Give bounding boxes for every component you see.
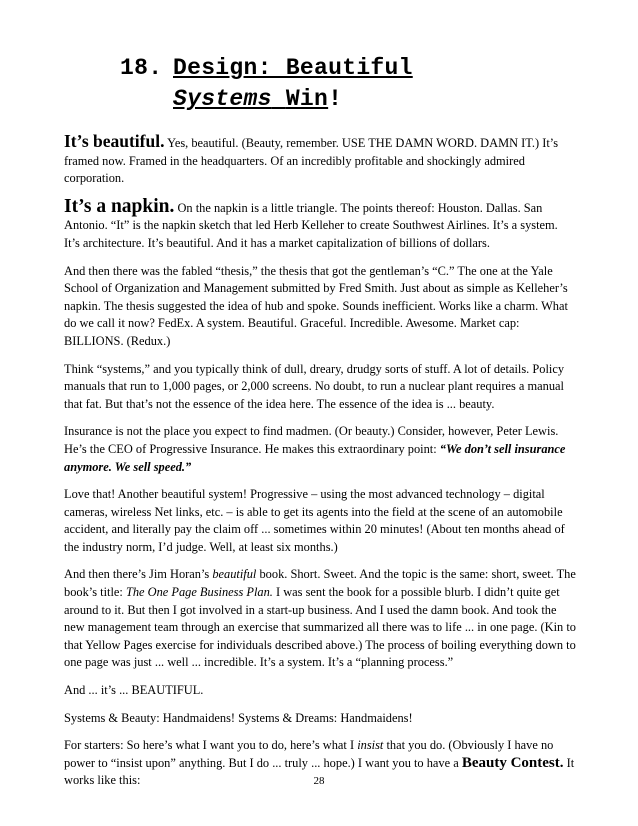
paragraph-text: It works like this: xyxy=(64,755,575,788)
chapter-title-systems: Systems xyxy=(173,86,272,112)
chapter-title xyxy=(120,53,540,115)
quote: “We don’t sell insurance anymore. We sell speed.” xyxy=(64,441,566,474)
page-number: 28 xyxy=(313,775,325,787)
paragraph-text: And then there’s Jim Horan’s xyxy=(64,567,213,582)
paragraph-text: book. Short. Sweet. And the topic is the same: short, sweet. The book’s title: xyxy=(64,567,576,600)
paragraph-text: I was sent the book for a possible blurb. I didn’t quite get around to it. But then I got involved in a start-up business. And I used the damn book. And took the new management team through an exercise that summarized all there was to life ... in one page. (Kin to that Yellow Pages exercise for individuals described above.) The process of boiling everything down to one page was just ... well ... incredible. It’s a system. It’s a “planning process.” xyxy=(64,585,576,670)
chapter-title-win: Win xyxy=(285,86,329,112)
paragraph-9: Systems & Beauty: Handmaidens! Systems & Dreams: Handmaidens! xyxy=(64,710,413,725)
paragraph-text: On the napkin is a little triangle. The points thereof: Houston. Dallas. San Antonio. “It” is the napkin sketch that led Herb Kelleher to create Southwest Airlines. It’s a system. It’s architecture. It’s beautiful. And it has a market capitalization of billions of dollars. xyxy=(64,200,558,250)
paragraph-5 xyxy=(64,423,576,476)
lead-in: It’s a napkin. xyxy=(64,195,175,217)
paragraph-8: And ... it’s ... BEAUTIFUL. xyxy=(64,683,204,698)
paragraph-text: For starters: So here’s what I want you to do, here’s what I xyxy=(64,738,358,753)
paragraph-7 xyxy=(64,566,576,672)
chapter-number: 18. xyxy=(120,55,163,81)
paragraph-text: Yes, beautiful. (Beauty, remember. USE THE DAMN WORD. DAMN IT.) It’s framed now. Framed in the headquarters. Of an incredibly profitable and shockingly admired corporation. xyxy=(64,136,559,186)
paragraph-3: And then there was the fabled “thesis,” the thesis that got the gentleman’s “C.” The one at the Yale School of Organization and Management submitted by Fred Smith. Just about as simple as Kelleher’s napkin. The thesis suggested the idea of hub and spoke. Sounds inefficient. Works like a charm. What do we call it now? FedEx. A system. Beautiful. Graceful. Incredible. Awesome. Market cap: BILLIONS. (Redux.) xyxy=(64,263,568,348)
paragraph-6: Love that! Another beautiful system! Progressive – using the most advanced technology – digital cameras, wireless Net links, etc. – is able to get its agents into the field at the scene of an automobile accident, and literally pay the claim off ... sometimes within 20 minutes! (About ten months ahead of the industry norm, I’d judge. Well, at least six months.) xyxy=(64,487,565,554)
chapter-title-text: Design: Beautiful xyxy=(173,55,413,81)
body-text xyxy=(64,133,576,800)
emphasis-insist: insist xyxy=(357,738,384,753)
paragraph-4: Think “systems,” and you typically think of dull, dreary, drudgy sorts of stuff. A lot of details. Policy manuals that run to 1,000 pages, or 2,000 screens. No doubt, to run a nuclear plant requires a manual that fat. But that’s not the essence of the idea here. The essence of the idea is ... beauty. xyxy=(64,361,565,411)
emphasis-beautiful: beautiful xyxy=(212,567,257,582)
paragraph-text: that you do. (Obviously I have no power to “insist upon” anything. But I do ... truly ... hope.) I want you to have a xyxy=(64,738,554,770)
chapter-title-space xyxy=(272,86,286,112)
chapter-title-line1 xyxy=(120,53,540,84)
paragraph-1 xyxy=(64,133,576,188)
book-title: The One Page Business Plan. xyxy=(125,585,273,600)
lead-in: It’s beautiful. xyxy=(64,131,165,151)
chapter-title-line2 xyxy=(120,84,540,115)
beauty-contest: Beauty Contest. xyxy=(461,754,564,771)
chapter-title-bang: ! xyxy=(328,86,343,112)
paragraph-2 xyxy=(64,195,576,253)
paragraph-text: Insurance is not the place you expect to find madmen. (Or beauty.) Consider, however, Peter Lewis. He’s the CEO of Progressive Insurance. He makes this extraordinary point: xyxy=(64,424,559,456)
